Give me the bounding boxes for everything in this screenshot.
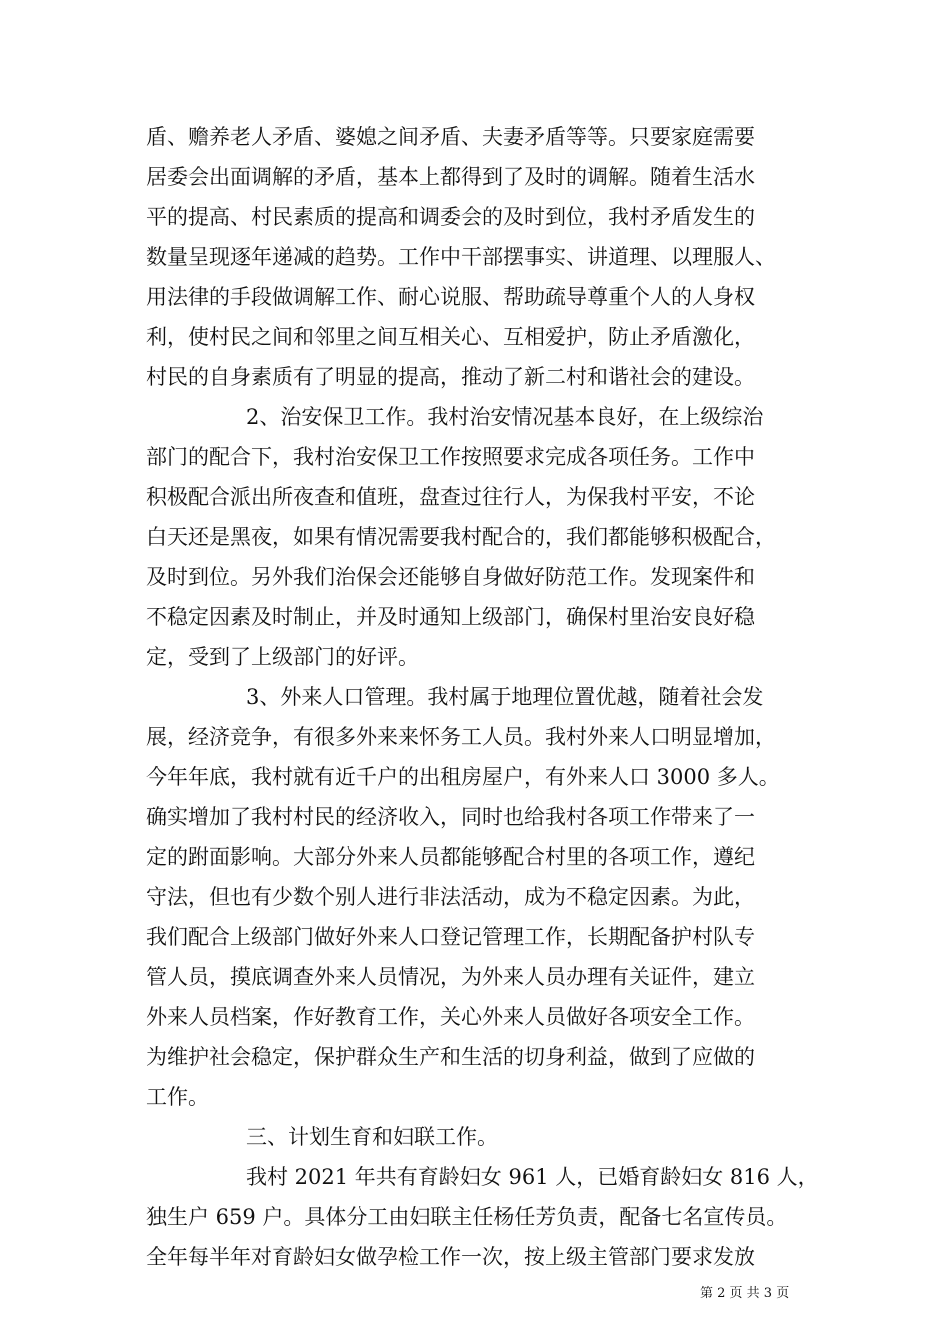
text-line: 平的提高、村民素质的提高和调委会的及时到位，我村矛盾发生的	[146, 205, 755, 229]
text-line: 外来人员档案，作好教育工作，关心外来人员做好各项安全工作。	[146, 1005, 755, 1029]
text-line: 部门的配合下，我村治安保卫工作按照要求完成各项任务。工作中	[146, 445, 755, 469]
text-line: 及时到位。另外我们治保会还能够自身做好防范工作。发现案件和	[146, 565, 755, 589]
text-line: 确实增加了我村村民的经济收入，同时也给我村各项工作带来了一	[146, 805, 755, 829]
text-line: 数量呈现逐年递减的趋势。工作中干部摆事实、讲道理、以理服人、	[146, 245, 776, 269]
text-line: 独生户 659 户。具体分工由妇联主任杨任芳负责，配备七名宣传员。	[146, 1205, 788, 1229]
text-line: 管人员，摸底调查外来人员情况，为外来人员办理有关证件，建立	[146, 965, 755, 989]
text-line: 盾、赡养老人矛盾、婆媳之间矛盾、夫妻矛盾等等。只要家庭需要	[146, 125, 755, 149]
text-line: 我们配合上级部门做好外来人口登记管理工作，长期配备护村队专	[146, 925, 755, 949]
text-line: 工作。	[146, 1085, 209, 1109]
section-heading-migrants: 3、外来人口管理。我村属于地理位置优越，随着社会发	[246, 685, 764, 709]
text-line: 居委会出面调解的矛盾，基本上都得到了及时的调解。随着生活水	[146, 165, 755, 189]
text-line: 积极配合派出所夜查和值班，盘查过往行人，为保我村平安，不论	[146, 485, 755, 509]
text-line: 为维护社会稳定，保护群众生产和生活的切身利益，做到了应做的	[146, 1045, 755, 1069]
text-line: 定的跗面影响。大部分外来人员都能够配合村里的各项工作，遵纪	[146, 845, 755, 869]
text-line: 用法律的手段做调解工作、耐心说服、帮助疏导尊重个人的人身权	[146, 285, 755, 309]
text-line: 全年每半年对育龄妇女做孕检工作一次，按上级主管部门要求发放	[146, 1245, 755, 1269]
section-heading-security: 2、治安保卫工作。我村治安情况基本良好，在上级综治	[246, 405, 764, 429]
text-line: 展，经济竞争，有很多外来来怀务工人员。我村外来人口明显增加，	[146, 725, 776, 749]
text-line: 我村 2021 年共有育龄妇女 961 人，已婚育龄妇女 816 人，	[246, 1165, 819, 1189]
text-line: 不稳定因素及时制止，并及时通知上级部门，确保村里治安良好稳	[146, 605, 755, 629]
text-line: 定，受到了上级部门的好评。	[146, 645, 419, 669]
text-line: 利，使村民之间和邻里之间互相关心、互相爱护，防止矛盾激化，	[146, 325, 755, 349]
page-number: 第 2 页 共 3 页	[700, 1286, 790, 1301]
section-heading-family-planning: 三、计划生育和妇联工作。	[246, 1125, 498, 1149]
text-line: 守法，但也有少数个别人进行非法活动，成为不稳定因素。为此，	[146, 885, 755, 909]
text-line: 白天还是黑夜，如果有情况需要我村配合的，我们都能够积极配合，	[146, 525, 776, 549]
text-line: 今年年底，我村就有近千户的出租房屋户，有外来人口 3000 多人。	[146, 765, 780, 789]
text-line: 村民的自身素质有了明显的提高，推动了新二村和谐社会的建设。	[146, 365, 755, 389]
